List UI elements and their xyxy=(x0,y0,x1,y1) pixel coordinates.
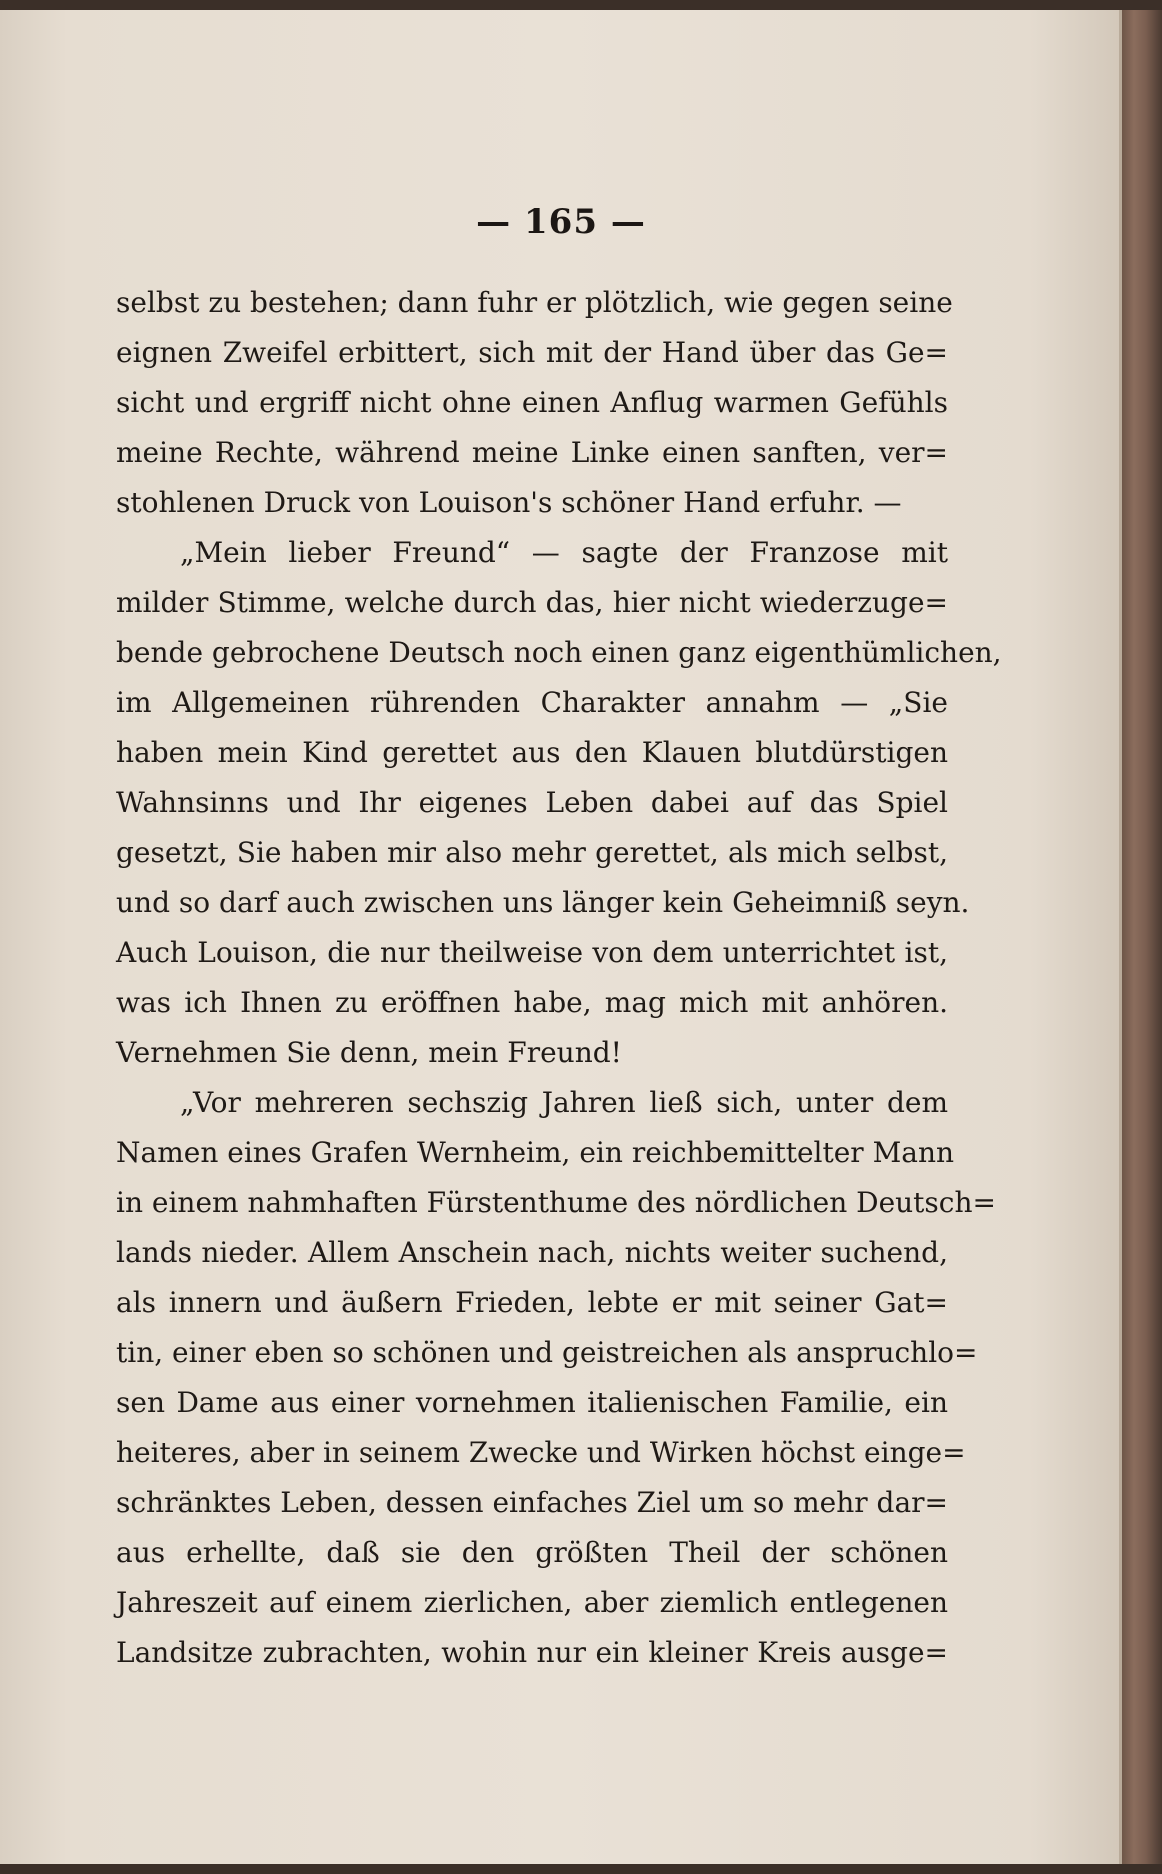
text-line: sen Dame aus einer vornehmen italienischen Familie, ein xyxy=(116,1386,948,1419)
text-line: was ich Ihnen zu eröffnen habe, mag mich mit anhören. xyxy=(116,986,948,1019)
text-line: Auch Louison, die nur theilweise von dem unterrichtet ist, xyxy=(116,936,948,969)
text-line: und so darf auch zwischen uns länger kein Geheimniß seyn. xyxy=(116,886,970,919)
book-edge xyxy=(1122,10,1162,1864)
body-text xyxy=(116,278,1002,1678)
text-line: „Mein lieber Freund“ — sagte der Franzose mit xyxy=(180,536,948,569)
text-line: milder Stimme, welche durch das, hier nicht wiederzuge= xyxy=(116,586,948,619)
text-line: stohlenen Druck von Louison's schöner Hand erfuhr. — xyxy=(116,486,902,519)
text-line: heiteres, aber in seinem Zwecke und Wirken höchst einge= xyxy=(116,1436,966,1469)
text-line: „Vor mehreren sechszig Jahren ließ sich, unter dem xyxy=(180,1086,948,1119)
text-line: gesetzt, Sie haben mir also mehr gerettet, als mich selbst, xyxy=(116,836,948,869)
text-line: als innern und äußern Frieden, lebte er mit seiner Gat= xyxy=(116,1286,948,1319)
text-line: Jahreszeit auf einem zierlichen, aber ziemlich entlegenen xyxy=(116,1586,948,1619)
page-number: — 165 — xyxy=(476,202,646,242)
text-line: aus erhellte, daß sie den größten Theil der schönen xyxy=(116,1536,948,1569)
page-paper xyxy=(0,10,1122,1864)
text-line: eignen Zweifel erbittert, sich mit der Hand über das Ge= xyxy=(116,336,948,369)
text-line: Wahnsinns und Ihr eigenes Leben dabei auf das Spiel xyxy=(116,786,948,819)
text-line: haben mein Kind gerettet aus den Klauen blutdürstigen xyxy=(116,736,948,769)
text-line: bende gebrochene Deutsch noch einen ganz eigenthümlichen, xyxy=(116,636,1002,669)
text-line: lands nieder. Allem Anschein nach, nichts weiter suchend, xyxy=(116,1236,948,1269)
text-line: Namen eines Grafen Wernheim, ein reichbemittelter Mann xyxy=(116,1136,955,1169)
text-line: tin, einer eben so schönen und geistreichen als anspruchlo= xyxy=(116,1336,978,1369)
text-line: meine Rechte, während meine Linke einen sanften, ver= xyxy=(116,436,948,469)
text-line: sicht und ergriff nicht ohne einen Anflug warmen Gefühls xyxy=(116,386,948,419)
text-line: im Allgemeinen rührenden Charakter annahm — „Sie xyxy=(116,686,948,719)
text-line: selbst zu bestehen; dann fuhr er plötzlich, wie gegen seine xyxy=(116,286,953,319)
text-line: schränktes Leben, dessen einfaches Ziel um so mehr dar= xyxy=(116,1486,949,1519)
text-line: in einem nahmhaften Fürstenthume des nördlichen Deutsch= xyxy=(116,1186,996,1219)
text-line: Landsitze zubrachten, wohin nur ein kleiner Kreis ausge= xyxy=(116,1636,948,1669)
text-line: Vernehmen Sie denn, mein Freund! xyxy=(116,1036,622,1069)
